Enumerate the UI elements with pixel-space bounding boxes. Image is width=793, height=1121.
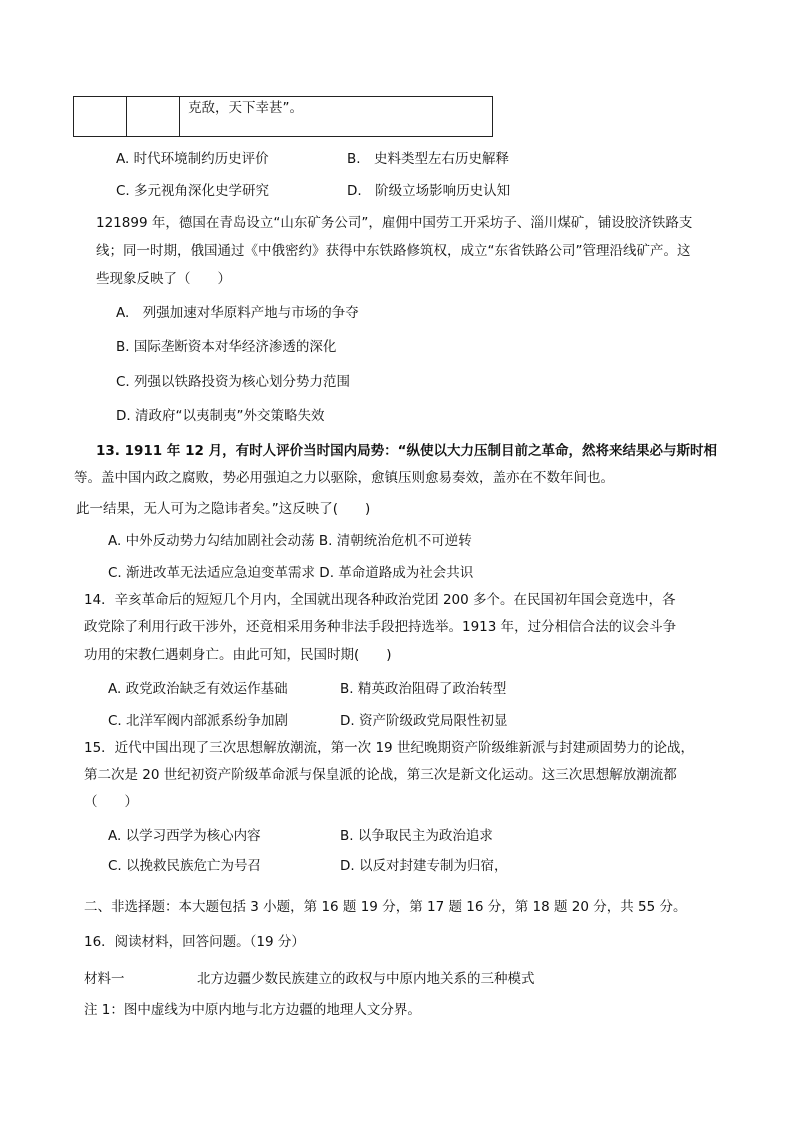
table-cell-empty-2 (127, 97, 180, 137)
q12-stem-line2: 线；同一时期，俄国通过《中俄密约》获得中东铁路修筑权，成立“东省铁路公司”管理沿线矿产。这 (96, 243, 691, 259)
q13-stem-line2: 等。盖中国内政之腐败，势必用强迫之力以驱除，愈镇压则愈易奏效，盖亦在不数年间也。 (74, 470, 614, 486)
q14-stem-line1: 14．辛亥革命后的短短几个月内，全国就出现各种政治党团 200 多个。在民国初年国会竟选中，各 (84, 592, 676, 608)
q15-stem-line1: 15．近代中国出现了三次思想解放潮流，第一次 19 世纪晚期资产阶级维新派与封建顽固势力的论战， (84, 740, 694, 756)
table-cell-empty-1 (74, 97, 127, 137)
material-label: 材料一 (84, 971, 125, 987)
q12-option-c: C. 列强以铁路投资为核心划分势力范围 (116, 374, 351, 390)
q15-option-b: B. 以争取民主为政治追求 (340, 828, 493, 844)
q12-option-d: D. 清政府“以夷制夷”外交策略失效 (116, 408, 325, 424)
q13-options-cd: C. 渐进改革无法适应急迫变革需求 D. 革命道路成为社会共识 (108, 565, 474, 581)
q12-option-a: A. 列强加速对华原料产地与市场的争夺 (116, 305, 359, 321)
q14-option-c: C. 北洋军阀内部派系纷争加剧 (108, 713, 289, 729)
q12-stem-line3: 些现象反映了（ ） (96, 271, 231, 287)
q15-option-d: D. 以反对封建专制为归宿， (340, 858, 508, 874)
table-cell-text: 克敌，天下幸甚”。 (180, 97, 493, 137)
q11-option-b: B. 史料类型左右历史解释 (347, 151, 510, 167)
q11-option-d: D. 阶级立场影响历史认知 (347, 183, 511, 199)
material-note: 注 1：图中虚线为中原内地与北方边疆的地理人文分界。 (84, 1002, 421, 1018)
q15-stem-line2: 第二次是 20 世纪初资产阶级革命派与保皇派的论战，第三次是新文化运动。这三次思想解放潮流都 (84, 767, 677, 783)
q13-stem-line3: 此一结果，无人可为之隐讳者矣。”这反映了( ) (76, 501, 371, 517)
q16-stem: 16．阅读材料，回答问题。（19 分） (84, 934, 305, 950)
q15-stem-line3: （ ） (84, 794, 138, 810)
q15-option-c: C. 以挽救民族危亡为号召 (108, 858, 262, 874)
material-title: 北方边疆少数民族建立的政权与中原内地关系的三种模式 (197, 971, 535, 987)
q12-stem-line1: 121899 年，德国在青岛设立“山东矿务公司”，雇佣中国劳工开采坊子、淄川煤矿，铺设胶济铁路支 (96, 215, 693, 231)
q12-option-b: B. 国际垄断资本对华经济渗透的深化 (116, 339, 337, 355)
q13-options-ab: A. 中外反动势力勾结加剧社会动荡 B. 清朝统治危机不可逆转 (108, 533, 472, 549)
q15-option-a: A. 以学习西学为核心内容 (108, 828, 261, 844)
q14-stem-line3: 功用的宋教仁遇刺身亡。由此可知，民国时期( ) (84, 647, 392, 663)
q14-stem-line2: 政党除了利用行政干涉外，还竟相采用务种非法手段把持选举。1913 年，过分相信合法的议会斗争 (84, 619, 677, 635)
q13-stem-line1: 13. 1911 年 12 月，有时人评价当时国内局势：“纵使以大力压制目前之革命，然将来结果必与斯时相 (96, 443, 717, 459)
q14-option-a: A. 政党政治缺乏有效运作基础 (108, 681, 288, 697)
q11-option-c: C. 多元视角深化史学研究 (116, 183, 270, 199)
section2-heading: 二、非选择题：本大题包括 3 小题，第 16 题 19 分，第 17 题 16 分，第 18 题 20 分，共 55 分。 (84, 899, 687, 915)
q14-option-d: D. 资产阶级政党局限性初显 (340, 713, 508, 729)
table-fragment (73, 96, 493, 137)
q14-option-b: B. 精英政治阻碍了政治转型 (340, 681, 507, 697)
q11-option-a: A. 时代环境制约历史评价 (116, 151, 269, 167)
